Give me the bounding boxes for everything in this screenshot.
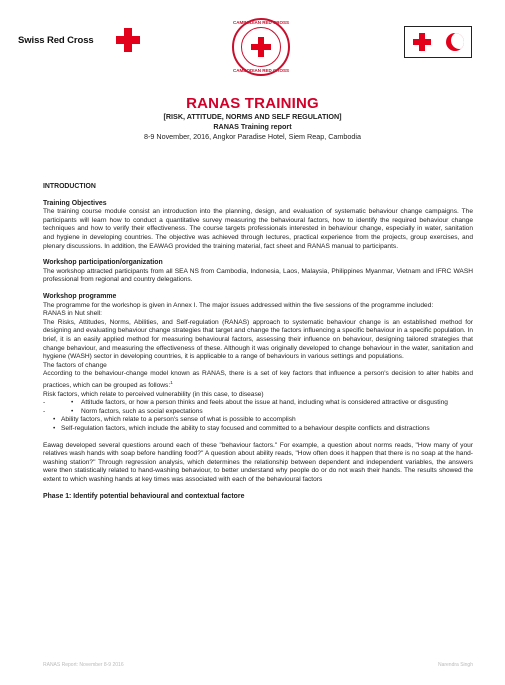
swiss-red-cross-logo bbox=[18, 28, 140, 52]
list-item-text: Self-regulation factors, which include the ability to stay focused and committed to a behaviour despite conflicts and distractions bbox=[61, 425, 430, 433]
page-footer bbox=[43, 662, 473, 668]
red-cross-icon bbox=[116, 28, 140, 52]
programme-paragraph: The programme for the workshop is given in Annex I. The major issues addressed within the five sessions of the programme included: bbox=[43, 301, 434, 309]
ifrc-emblem bbox=[404, 26, 472, 58]
factors-list bbox=[43, 399, 473, 433]
footer-left: RANAS Report: November 8-9 2016 bbox=[43, 662, 124, 668]
factors-text: According to the behaviour-change model known as RANAS, there is a set of key factors that influence a person's decision to alter habits and practices, which can be grouped as follows: bbox=[43, 370, 473, 390]
seal-cross-icon bbox=[251, 37, 271, 57]
programme-heading: Workshop programme bbox=[43, 292, 117, 300]
participation-paragraph: The workshop attracted participants from all SEA NS from Cambodia, Indonesia, Laos, Malaysia, Philippines Myanmar, Vietnam and IFRC WASH professional from regional and country delegations. bbox=[43, 267, 473, 284]
risk-factors-line: Risk factors, which relate to perceived vulnerability (in this case, to disease) bbox=[43, 390, 264, 398]
factors-heading: The factors of change bbox=[43, 361, 107, 369]
objectives-paragraph: The training course module consist an introduction into the planning, design, and evaluation of systematic behaviour change campaigns. The participants will learn how to conduct a quantitative survey measuring the behavioural factors, how to identify the required behaviour change techniques and how to verify their effectiveness. The course targets professionals interested in behaviour change, especially in water, sanitation and hygiene in developing countries. The objective was achieved through lectures, practical experience from the projects, group exercises, and plenary discussions. In addition, the EAWAG provided the training material, fact sheet and RANAS manual to participants. bbox=[43, 208, 473, 250]
objectives-heading: Training Objectives bbox=[43, 199, 107, 207]
list-item-text: Attitude factors, or how a person thinks and feels about the issue at hand, including what is considered attractive or disgusting bbox=[81, 399, 448, 407]
list-item-text: Norm factors, such as social expectations bbox=[81, 407, 203, 415]
list-item-text: Ability factors, which relate to a person's sense of what is possible to accomplish bbox=[61, 416, 296, 424]
list-item: - • Norm factors, such as social expectations bbox=[43, 407, 203, 415]
document-title: RANAS TRAINING bbox=[186, 95, 319, 112]
list-item: • Ability factors, which relate to a person's sense of what is possible to accomplish bbox=[53, 416, 296, 424]
document-subtitle: [RISK, ATTITUDE, NORMS AND SELF REGULATION] bbox=[163, 112, 342, 121]
list-item: • Self-regulation factors, which include the ability to stay focused and committed to a behaviour despite conflicts and distractions bbox=[53, 425, 430, 433]
phase1-heading: Phase 1: Identify potential behavioural and contextual factore bbox=[43, 492, 245, 500]
ranas-nutshell-label: RANAS in Nut shell: bbox=[43, 310, 102, 318]
date-and-venue: 8-9 November, 2016, Angkor Paradise Hotel, Siem Reap, Cambodia bbox=[144, 132, 361, 141]
swiss-red-cross-name: Swiss Red Cross bbox=[18, 34, 94, 46]
list-item: - • Attitude factors, or how a person thinks and feels about the issue at hand, including what is considered attractive or disgusting bbox=[43, 399, 448, 407]
ranas-paragraph: The Risks, Attitudes, Norms, Abilities, and Self-regulation (RANAS) approach to systematic behaviour change is an established method for designing and evaluating behaviour change strategies that target and change the factors influencing a specific behaviour in a specific population. In brief, it is an easily applied method for measuring behavioural factors, assessing their influence on behaviour, designing tailored strategies that change behaviour, and measuring the effectiveness of these. Although it was originally developed to change behaviour in the water, sanitation and hygiene (WASH) sector in developing countries, it is applicable to a range of behaviours in various settings and populations. bbox=[43, 318, 473, 361]
red-crescent-icon bbox=[446, 33, 464, 51]
footnote-marker: 1 bbox=[170, 379, 173, 385]
eawag-paragraph: Eawag developed several questions around each of these "behaviour factors." For example, a question about norms reads, "How many of your relatives wash hands with soap before handling food?" A question about ability reads, "How often does it happen that there is no soap at the hand-washing station?" Through regression analysis, which determines the relationship between dependent and independent variables, the answers were then statistically related to hand-washing behaviour, to better understand why people do or do not wash their hands. The results showed the extent to which washing hands at key times was associated with each of the behavioural factors bbox=[43, 441, 473, 483]
report-label: RANAS Training report bbox=[213, 122, 292, 131]
cambodian-red-cross-seal bbox=[232, 18, 290, 76]
document-body bbox=[43, 183, 473, 501]
seal-top-text: CAMBODIAN RED CROSS bbox=[232, 20, 289, 25]
footer-right: Narendra Singh bbox=[437, 662, 473, 668]
seal-bottom-text: CAMBODIAN RED CROSS bbox=[232, 68, 289, 73]
red-cross-icon bbox=[413, 33, 431, 51]
participation-heading: Workshop participation/organization bbox=[43, 259, 163, 267]
factors-paragraph bbox=[43, 370, 473, 390]
introduction-heading: INTRODUCTION bbox=[43, 183, 96, 190]
